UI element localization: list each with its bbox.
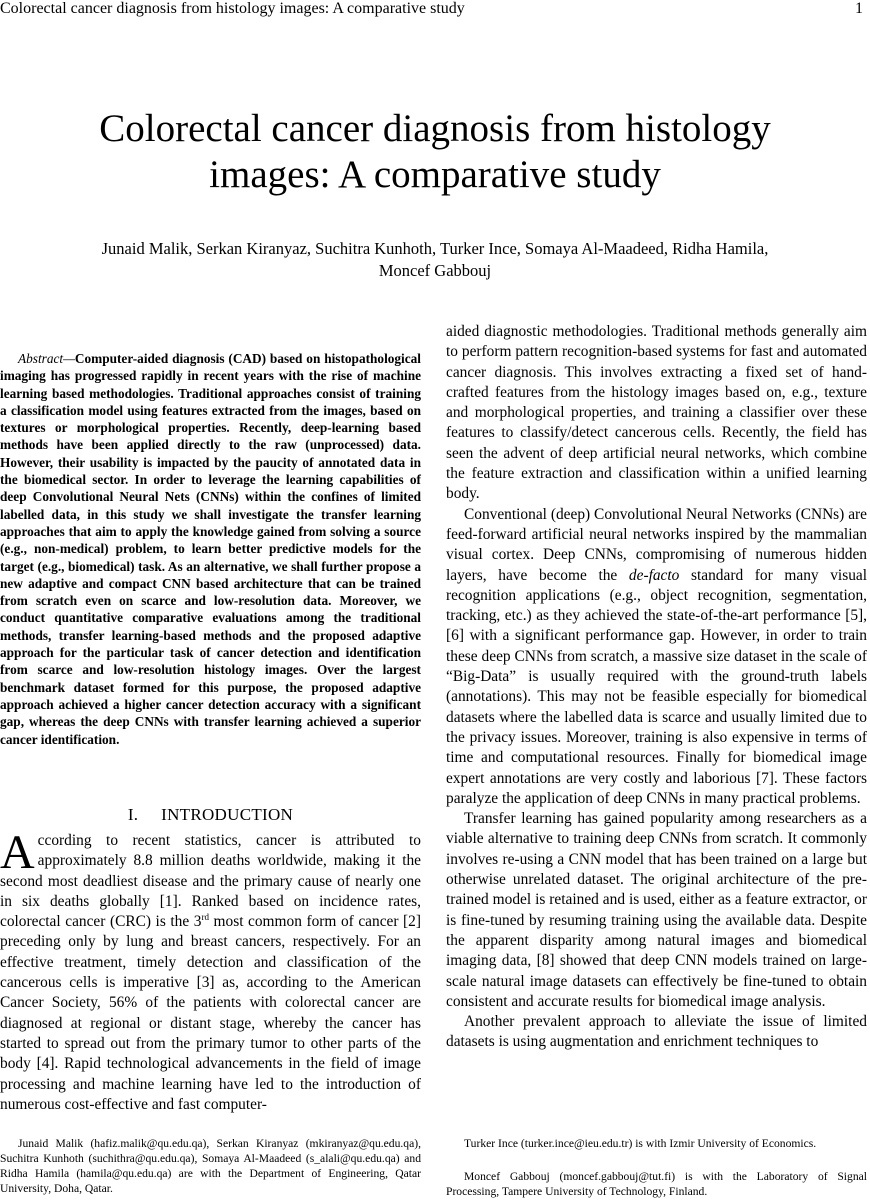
author-list <box>40 238 830 282</box>
page-number: 1 <box>855 0 863 17</box>
intro-text-a: ccording to recent statistics, cancer is attributed to approximately 8.8 million deaths worldwide, making it the second most deadliest disease and the primary cause of nearly one in six deaths globally [1]. Ranked based on incidence rates, colorectal cancer (CRC) is the 3 <box>0 832 421 931</box>
author-line1: Junaid Malik, Serkan Kiranyaz, Suchitra Kunhoth, Turker Ince, Somaya Al-Maadeed, Ridha Hamila, <box>101 239 769 258</box>
abstract-label: Abstract <box>18 351 64 366</box>
running-header-title: Colorectal cancer diagnosis from histology images: A comparative study <box>0 0 465 17</box>
abstract-text: Computer-aided diagnosis (CAD) based on histopathological imaging has progressed rapidly in recent years with the rise of machine learning based methodologies. Traditional approaches consist of training a classification model using features extracted from the images, based on textures or morphological properties. Recently, deep-learning based methods have been applied directly to the raw (unprocessed) data. However, their usability is impacted by the paucity of annotated data in the biomedical sector. In order to leverage the learning capabilities of deep Convolutional Neural Nets (CNNs) within the confines of limited labelled data, in this study we shall investigate the transfer learning approaches that aim to apply the knowledge gained from solving a source (e.g., non-medical) problem, to learn better predictive models for the target (e.g., biomedical) task. As an alternative, we shall further propose a new adaptive and compact CNN based architecture that can be trained from scratch even on scarce and low-resolution data. Moreover, we conduct quantitative comparative evaluations among the traditional methods, transfer learning-based methods and the proposed adaptive approach for the particular task of cancer detection and identification from scarce and low-resolution histology images. Over the largest benchmark dataset formed for this purpose, the proposed adaptive approach achieved a higher cancer detection accuracy with a significant gap, whereas the deep CNNs with transfer learning achieved a superior cancer identification. <box>0 351 421 747</box>
drop-cap: A <box>0 826 35 879</box>
right-p2-text-a: Conventional (deep) Convolutional Neural Networks (CNNs) are feed-forward artificial neural networks inspired by the mammalian visual cortex. Deep CNNs, compromising of numerous hidden layers, have become the <box>446 505 867 584</box>
abstract <box>0 350 421 748</box>
right-paragraph-1: aided diagnostic methodologies. Traditional methods generally aim to perform pattern recognition-based systems for fast and automated cancer diagnosis. This involves extracting a fixed set of hand-crafted features from the histology images based on, e.g., texture and morphological properties, and training a classifier over these features to classify/detect cancerous cells. Recently, the field has seen the advent of deep artificial neural networks, which combine the feature extraction and classification within a unified learning body. <box>446 323 867 503</box>
intro-text-b: most common form of cancer [2] preceding only by lung and breast cancers, respectively. For an effective treatment, timely detection and classification of the cancerous cells is imperative [3] as, according to the American Cancer Society, 56% of the patients with colorectal cancer are diagnosed at regional or distant stage, whereby the cancer has started to spread out from the primary tumor to other parts of the body [4]. Rapid technological advancements in the field of image processing and machine learning have led to the introduction of numerous cost-effective and fast computer- <box>0 913 421 1113</box>
right-paragraph-3: Transfer learning has gained popularity among researchers as a viable alternative to training deep CNNs from scratch. It commonly involves re-using a CNN model that has been trained on a large but otherwise unrelated dataset. The original architecture of the pre-trained model is retained and is used, either as a feature extractor, or is fine-tuned by resuming training using the available data. Despite the apparent disparity among natural images and biomedical imaging data, [8] showed that deep CNN models trained on large-scale natural image datasets can effectively be fine-tuned to obtain consistent and accurate results for biomedical image analysis. <box>446 810 867 1010</box>
section-heading <box>0 804 421 826</box>
footnote-right-1: Turker Ince (turker.ince@ieu.edu.tr) is with Izmir University of Economics. <box>464 1137 817 1150</box>
right-paragraph-4: Another prevalent approach to alleviate the issue of limited datasets is using augmentation and enrichment techniques to <box>446 1013 867 1051</box>
right-paragraph-2 <box>446 505 867 809</box>
intro-paragraph <box>0 826 421 1115</box>
author-line2: Moncef Gabbouj <box>378 261 492 280</box>
footnote-right-2: Moncef Gabbouj (moncef.gabbouj@tut.fi) is with the Laboratory of Signal Processing, Tampere University of Technology, Finland. <box>446 1170 867 1198</box>
section-number: I. <box>127 805 139 824</box>
right-p2-text-b: standard for many visual recognition applications (e.g., object recognition, segmentation, tracking, etc.) as they achieved the state-of-the-art performance [5], [6] with a significant performance gap. However, in order to train these deep CNNs from scratch, a massive size dataset in the scale of “Big-Data” is usually required with the ground-truth labels (annotations). This may not be feasible especially for biomedical datasets where the labelled data is scarce and usually limited due to the privacy issues. Moreover, training is also expensive in terms of time and computational resources. Finally for biomedical image expert annotations are very costly and laborious [7]. These factors paralyze the application of deep CNNs in many practical problems. <box>446 566 868 807</box>
footnote-left: Junaid Malik (hafiz.malik@qu.edu.qa), Serkan Kiranyaz (mkiranyaz@qu.edu.qa), Suchitra Kunhoth (suchithra@qu.edu.qa), Somaya Al-Maadeed (s_alali@qu.edu.qa) and Ridha Hamila (hamila@qu.edu.qa) are with the Department of Engineering, Qatar University, Doha, Qatar. <box>0 1137 421 1195</box>
paper-title <box>0 106 870 198</box>
paper-title-line2: images: A comparative study <box>209 153 661 196</box>
right-column <box>446 322 867 1053</box>
abstract-dash: — <box>63 351 75 366</box>
ordinal-superscript: rd <box>201 912 209 923</box>
section-title: INTRODUCTION <box>161 805 294 824</box>
paper-title-line1: Colorectal cancer diagnosis from histology <box>99 107 771 150</box>
right-p2-italic: de-facto <box>628 566 680 584</box>
